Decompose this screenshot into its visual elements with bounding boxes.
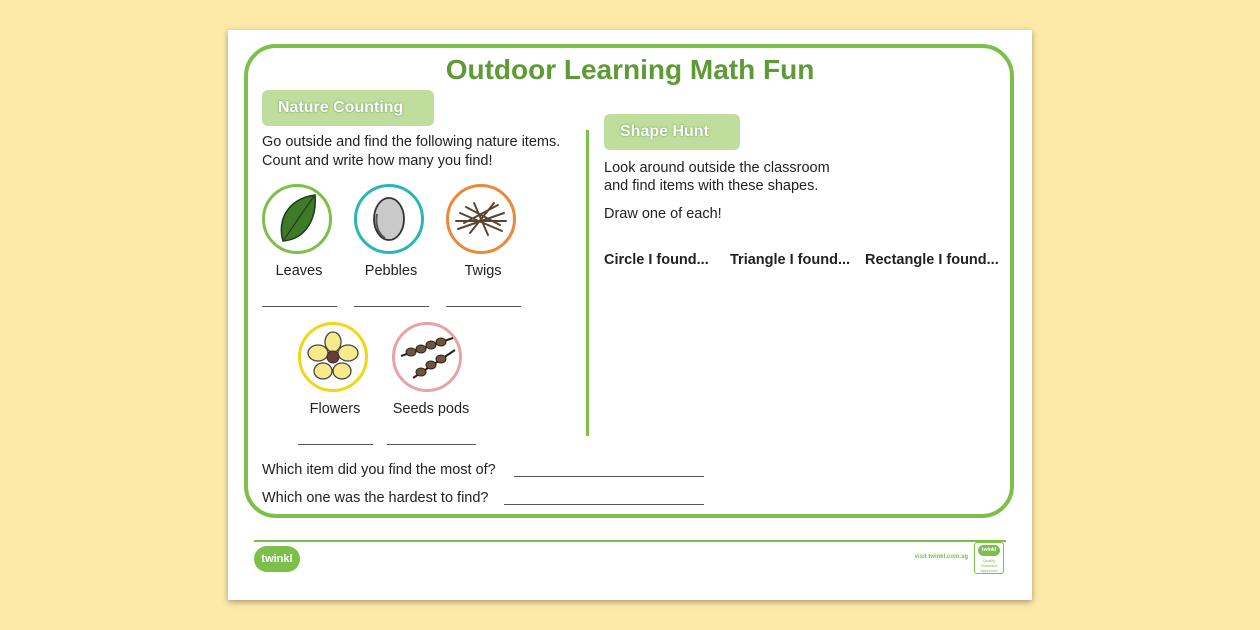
leaves-circle <box>262 184 332 254</box>
pebbles-circle <box>354 184 424 254</box>
item-label-leaves: Leaves <box>275 263 323 279</box>
twigs-icon <box>454 199 508 239</box>
pebble-icon <box>369 194 409 244</box>
nature-intro-line-2: Count and write how many you find! <box>262 153 493 169</box>
twinkl-logo: twinkl <box>254 546 300 572</box>
quality-badge <box>974 542 1004 574</box>
answer-line-pebbles[interactable] <box>354 306 429 307</box>
twigs-circle <box>446 184 516 254</box>
footer-divider <box>254 540 1006 542</box>
item-label-twigs: Twigs <box>464 263 502 279</box>
leaf-icon <box>273 191 321 247</box>
triangle-found-label: Triangle I found... <box>730 252 851 268</box>
answer-line-most-found[interactable] <box>514 476 704 477</box>
footer-visit-link[interactable]: visit twinkl.com.sg <box>914 554 968 560</box>
answer-line-seed-pods[interactable] <box>387 444 476 445</box>
question-most-found: Which item did you find the most of? <box>262 462 496 478</box>
shape-intro-line-1: Look around outside the classroom <box>604 160 830 176</box>
flowers-circle <box>298 322 368 392</box>
page-title: Outdoor Learning Math Fun <box>445 54 815 85</box>
flower-icon <box>306 330 360 384</box>
nature-intro-line-1: Go outside and find the following nature items. <box>262 134 561 150</box>
item-label-flowers: Flowers <box>309 401 361 417</box>
item-label-pebbles: Pebbles <box>364 263 418 279</box>
badge-logo: twinkl <box>978 545 1000 556</box>
answer-line-hardest[interactable] <box>504 504 704 505</box>
nature-counting-heading: Nature Counting <box>262 90 434 126</box>
section-divider <box>586 130 589 436</box>
badge-text: Quality Standard Approved <box>980 558 998 573</box>
item-label-seed-pods: Seeds pods <box>392 401 470 417</box>
rectangle-found-label: Rectangle I found... <box>865 252 999 268</box>
question-hardest-to-find: Which one was the hardest to find? <box>262 490 489 506</box>
shape-hunt-heading: Shape Hunt <box>604 114 740 150</box>
answer-line-leaves[interactable] <box>262 306 337 307</box>
answer-line-flowers[interactable] <box>298 444 373 445</box>
shape-intro-line-2: and find items with these shapes. <box>604 178 819 194</box>
seed-pod-icon <box>397 332 457 382</box>
circle-found-label: Circle I found... <box>604 252 709 268</box>
seed-pods-circle <box>392 322 462 392</box>
answer-line-twigs[interactable] <box>446 306 521 307</box>
worksheet <box>228 30 1032 600</box>
shape-instruction: Draw one of each! <box>604 206 722 222</box>
